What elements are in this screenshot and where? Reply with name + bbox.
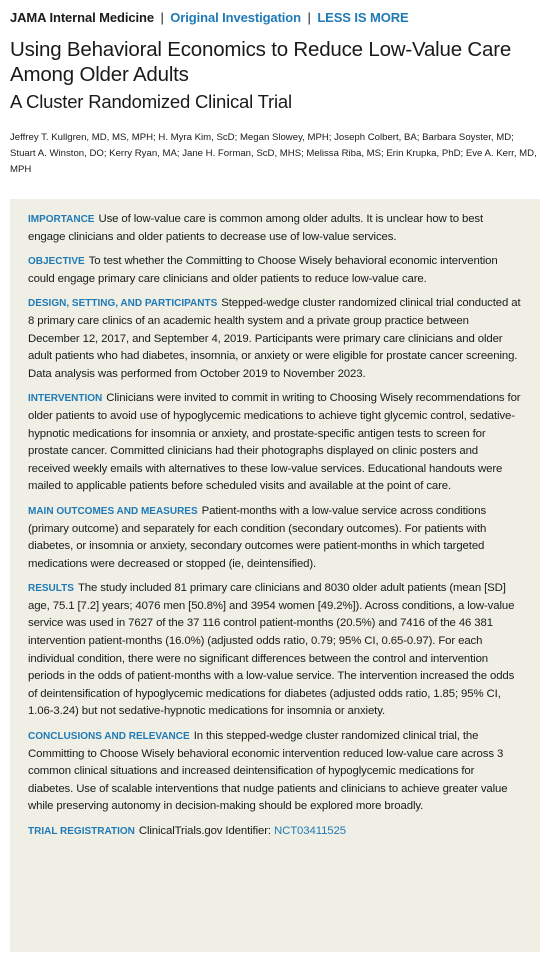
section-text: Stepped-wedge cluster randomized clinical trial conducted at 8 primary care clinics of an academic health system and a private group practice between December 12, 2017, and September 4, 2019. Participants were primary care clinicians and older adult patients who had diabetes, insomnia, or anxiety or were eligible for prostate cancer screening. Data analysis was performed from October 2019 to November 2023. <box>28 297 521 380</box>
section-heading: OBJECTIVE <box>28 256 85 268</box>
abstract-conclusions <box>28 728 522 816</box>
section-heading: INTERVENTION <box>28 393 103 405</box>
journal-name: JAMA Internal Medicine <box>10 10 154 25</box>
section-heading: CONCLUSIONS AND RELEVANCE <box>28 731 190 743</box>
registration-text: ClinicalTrials.gov Identifier: <box>138 825 271 837</box>
abstract-objective <box>28 253 522 288</box>
article-subtitle: A Cluster Randomized Clinical Trial <box>10 91 292 112</box>
section-text: Use of low-value care is common among older adults. It is unclear how to best engage clinicians and older patients to decrease use of low-value services. <box>28 213 484 243</box>
journal-header <box>10 10 409 25</box>
abstract-registration <box>28 823 522 841</box>
series-link[interactable]: LESS IS MORE <box>317 10 409 25</box>
author-list: Jeffrey T. Kullgren, MD, MS, MPH; H. Myra Kim, ScD; Megan Slowey, MPH; Joseph Colbert, BA; Barbara Soyster, MD; Stuart A. Winston, DO; Kerry Ryan, MA; Jane H. Forman, ScD, MHS; Melissa Riba, MS; Erin Krupka, PhD; Eve A. Kerr, MD, MPH <box>10 132 537 175</box>
trial-identifier-link[interactable]: NCT03411525 <box>274 825 346 837</box>
abstract-box <box>10 199 540 952</box>
abstract-importance <box>28 211 522 246</box>
header-separator: | <box>160 10 164 25</box>
section-text: Patient-months with a low-value service across conditions (primary outcome) and separately for each condition (secondary outcomes). For patients with diabetes, or insomnia or anxiety, secondary outcomes were patient-months in which targeted medications were decreased or stopped (ie, deintensified). <box>28 504 487 570</box>
section-heading: DESIGN, SETTING, AND PARTICIPANTS <box>28 298 218 310</box>
abstract-outcomes <box>28 503 522 573</box>
abstract-results <box>28 580 522 721</box>
section-text: In this stepped-wedge cluster randomized clinical trial, the Committing to Choose Wisely behavioral economic intervention reduced low-value care across 3 common clinical situations and increased deintensification of hypoglycemic medications for diabetes. Use of scalable interventions that nudge patients and clinicians to achieve greater value while preserving autonomy in decision-making should be explored more broadly. <box>28 730 508 813</box>
section-text: The study included 81 primary care clinicians and 8030 older adult patients (mean [SD] age, 75.1 [7.2] years; 4076 men [50.8%] and 3954 women [49.2%]). Across conditions, a low-value service was used in 7627 of the 37 116 control patient-months (20.5%) and 7416 of the 46 381 intervention patient-months (16.0%) (adjusted odds ratio, 0.79; 95% CI, 0.65-0.97). For each individual condition, there were no significant differences between the control and intervention periods in the odds of patient-months with a low-value service. The intervention increased the odds of deintensification of hypoglycemic medications for diabetes (adjusted odds ratio, 1.85; 95% CI, 1.06-3.24) but not sedative-hypnotic medications for insomnia or anxiety. <box>28 582 515 718</box>
article-title: Using Behavioral Economics to Reduce Low-Value Care Among Older Adults <box>10 38 512 86</box>
abstract-intervention <box>28 390 522 496</box>
section-heading: TRIAL REGISTRATION <box>28 826 135 837</box>
article-type-link[interactable]: Original Investigation <box>170 10 301 25</box>
section-heading: RESULTS <box>28 583 74 595</box>
section-heading: MAIN OUTCOMES AND MEASURES <box>28 505 198 517</box>
section-text: Clinicians were invited to commit in writing to Choosing Wisely recommendations for older patients to avoid use of hypoglycemic medications to achieve tight glycemic control, sedative-hypnotic medications for insomnia or anxiety, and prostate-specific antigen tests to screen for prostate cancer. Committed clinicians had their photographs displayed on clinic posters and received weekly emails with alternatives to these low-value services. Educational handouts were mailed to applicable patients before scheduled visits and available at the point of care. <box>28 392 521 493</box>
section-text: To test whether the Committing to Choose Wisely behavioral economic intervention could engage primary care clinicians and older patients to reduce low-value care. <box>28 255 498 285</box>
header-separator: | <box>307 10 311 25</box>
section-heading: IMPORTANCE <box>28 214 95 225</box>
abstract-design <box>28 295 522 383</box>
